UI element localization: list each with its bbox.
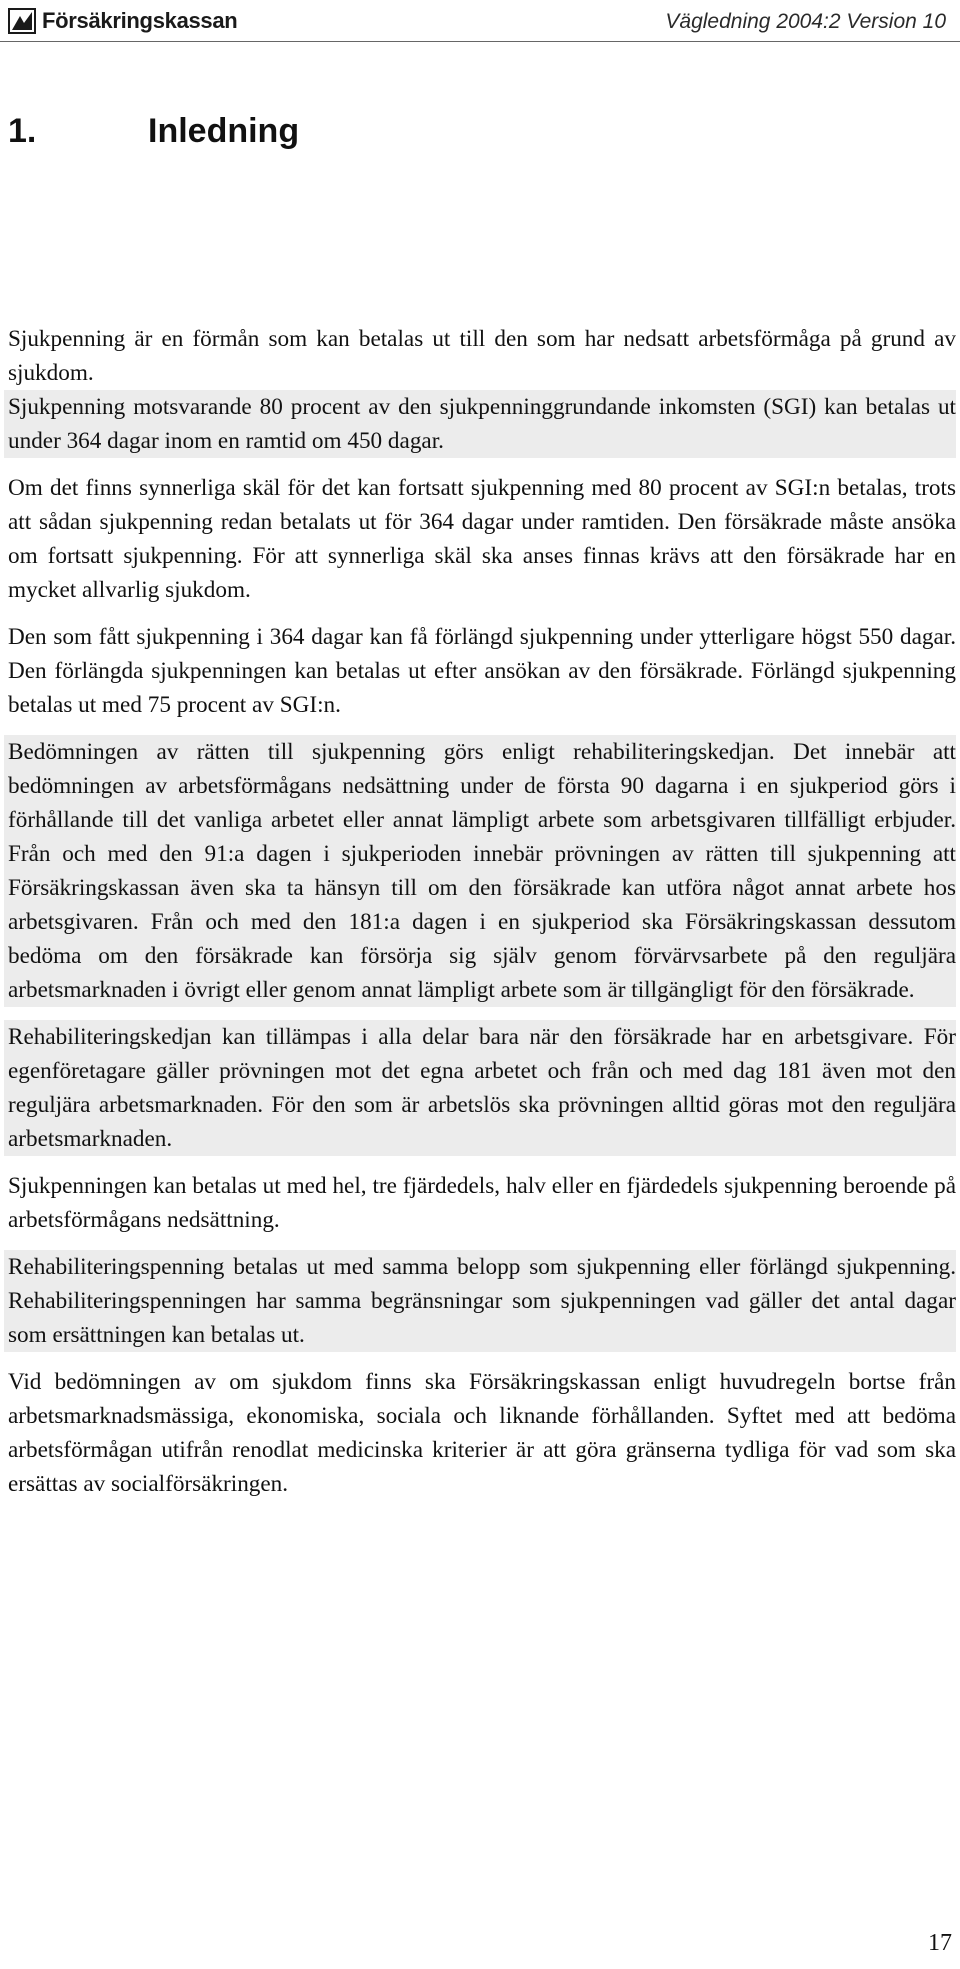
paragraph: Sjukpenningen kan betalas ut med hel, tre fjärdedels, halv eller en fjärdedels sjukpenning beroende på arbetsförmågans nedsättning. [8,1173,956,1233]
chapter-number: 1. [8,112,37,150]
paragraph: Den som fått sjukpenning i 364 dagar kan få förlängd sjukpenning under ytterligare högst 550 dagar. Den förlängda sjukpenningen kan betalas ut efter ansökan av den försäkrade. Förlängd sjukpenning betalas ut med 75 procent av SGI:n. [8,624,956,718]
page-header [0,0,960,44]
chapter-heading [8,112,299,151]
paragraph: Vid bedömningen av om sjukdom finns ska Försäkringskassan enligt huvudregeln bortse från arbetsmarknadsmässiga, ekonomiska, sociala och liknande förhållanden. Syftet med att bedöma arbetsförmågan utifrån renodlat medicinska kriterier är att göra gränserna tydliga för vad som ska ersättas av socialförsäkringen. [8,1369,956,1497]
page-number: 17 [928,1930,952,1956]
paragraph: Om det finns synnerliga skäl för det kan fortsatt sjukpenning med 80 procent av SGI:n betalas, trots att sådan sjukpenning redan betalats ut för 364 dagar under ramtiden. Den försäkrade måste ansöka om fortsatt sjukpenning. För att synnerliga skäl ska anses finnas krävs att den försäkrade har en mycket allvarlig sjukdom. [8,475,956,603]
header-divider [0,41,960,42]
chapter-title: Inledning [148,112,300,150]
logo-text: Försäkringskassan [42,8,238,33]
logo [8,8,237,34]
body-text [8,322,956,1514]
paragraph: Sjukpenning är en förmån som kan betalas ut till den som har nedsatt arbetsförmåga på grund av sjukdom. [8,326,956,386]
running-title: Vägledning 2004:2 Version 10 [665,10,946,33]
paragraph: Sjukpenning motsvarande 80 procent av den sjukpenninggrundande inkomsten (SGI) kan betalas ut under 364 dagar inom en ramtid om 450 dagar. [4,390,956,458]
paragraph: Rehabiliteringspenning betalas ut med samma belopp som sjukpenning eller förlängd sjukpenning. Rehabiliteringspenningen har samma begränsningar som sjukpenningen vad gäller det antal dagar som ersättningen kan betalas ut. [4,1250,956,1352]
paragraph: Bedömningen av rätten till sjukpenning görs enligt rehabiliteringskedjan. Det innebär att bedömningen av arbetsförmågans nedsättning under de första 90 dagarna i en sjukperiod görs i förhållande till det vanliga arbetet eller annat lämpligt arbete som arbetsgivaren tillfälligt erbjuder. Från och med den 91:a dagen i sjukperioden innebär prövningen av rätten till sjukpenning att Försäkringskassan även ska ta hänsyn till om den försäkrade kan utföra något annat arbete hos arbetsgivaren. Från och med den 181:a dagen i en sjukperiod ska Försäkringskassan dessutom bedöma om den försäkrade kan försörja sig själv genom förvärvsarbete på den reguljära arbetsmarknaden i övrigt eller genom annat lämpligt arbete som är tillgängligt för den försäkrade. [4,735,956,1007]
paragraph: Rehabiliteringskedjan kan tillämpas i alla delar bara när den försäkrade har en arbetsgivare. För egenföretagare gäller prövningen mot det egna arbetet och från och med dag 181 även mot den reguljära arbetsmarknaden. För den som är arbetslös ska prövningen alltid göras mot den reguljära arbetsmarknaden. [4,1020,956,1156]
logo-mark-icon [8,8,36,34]
